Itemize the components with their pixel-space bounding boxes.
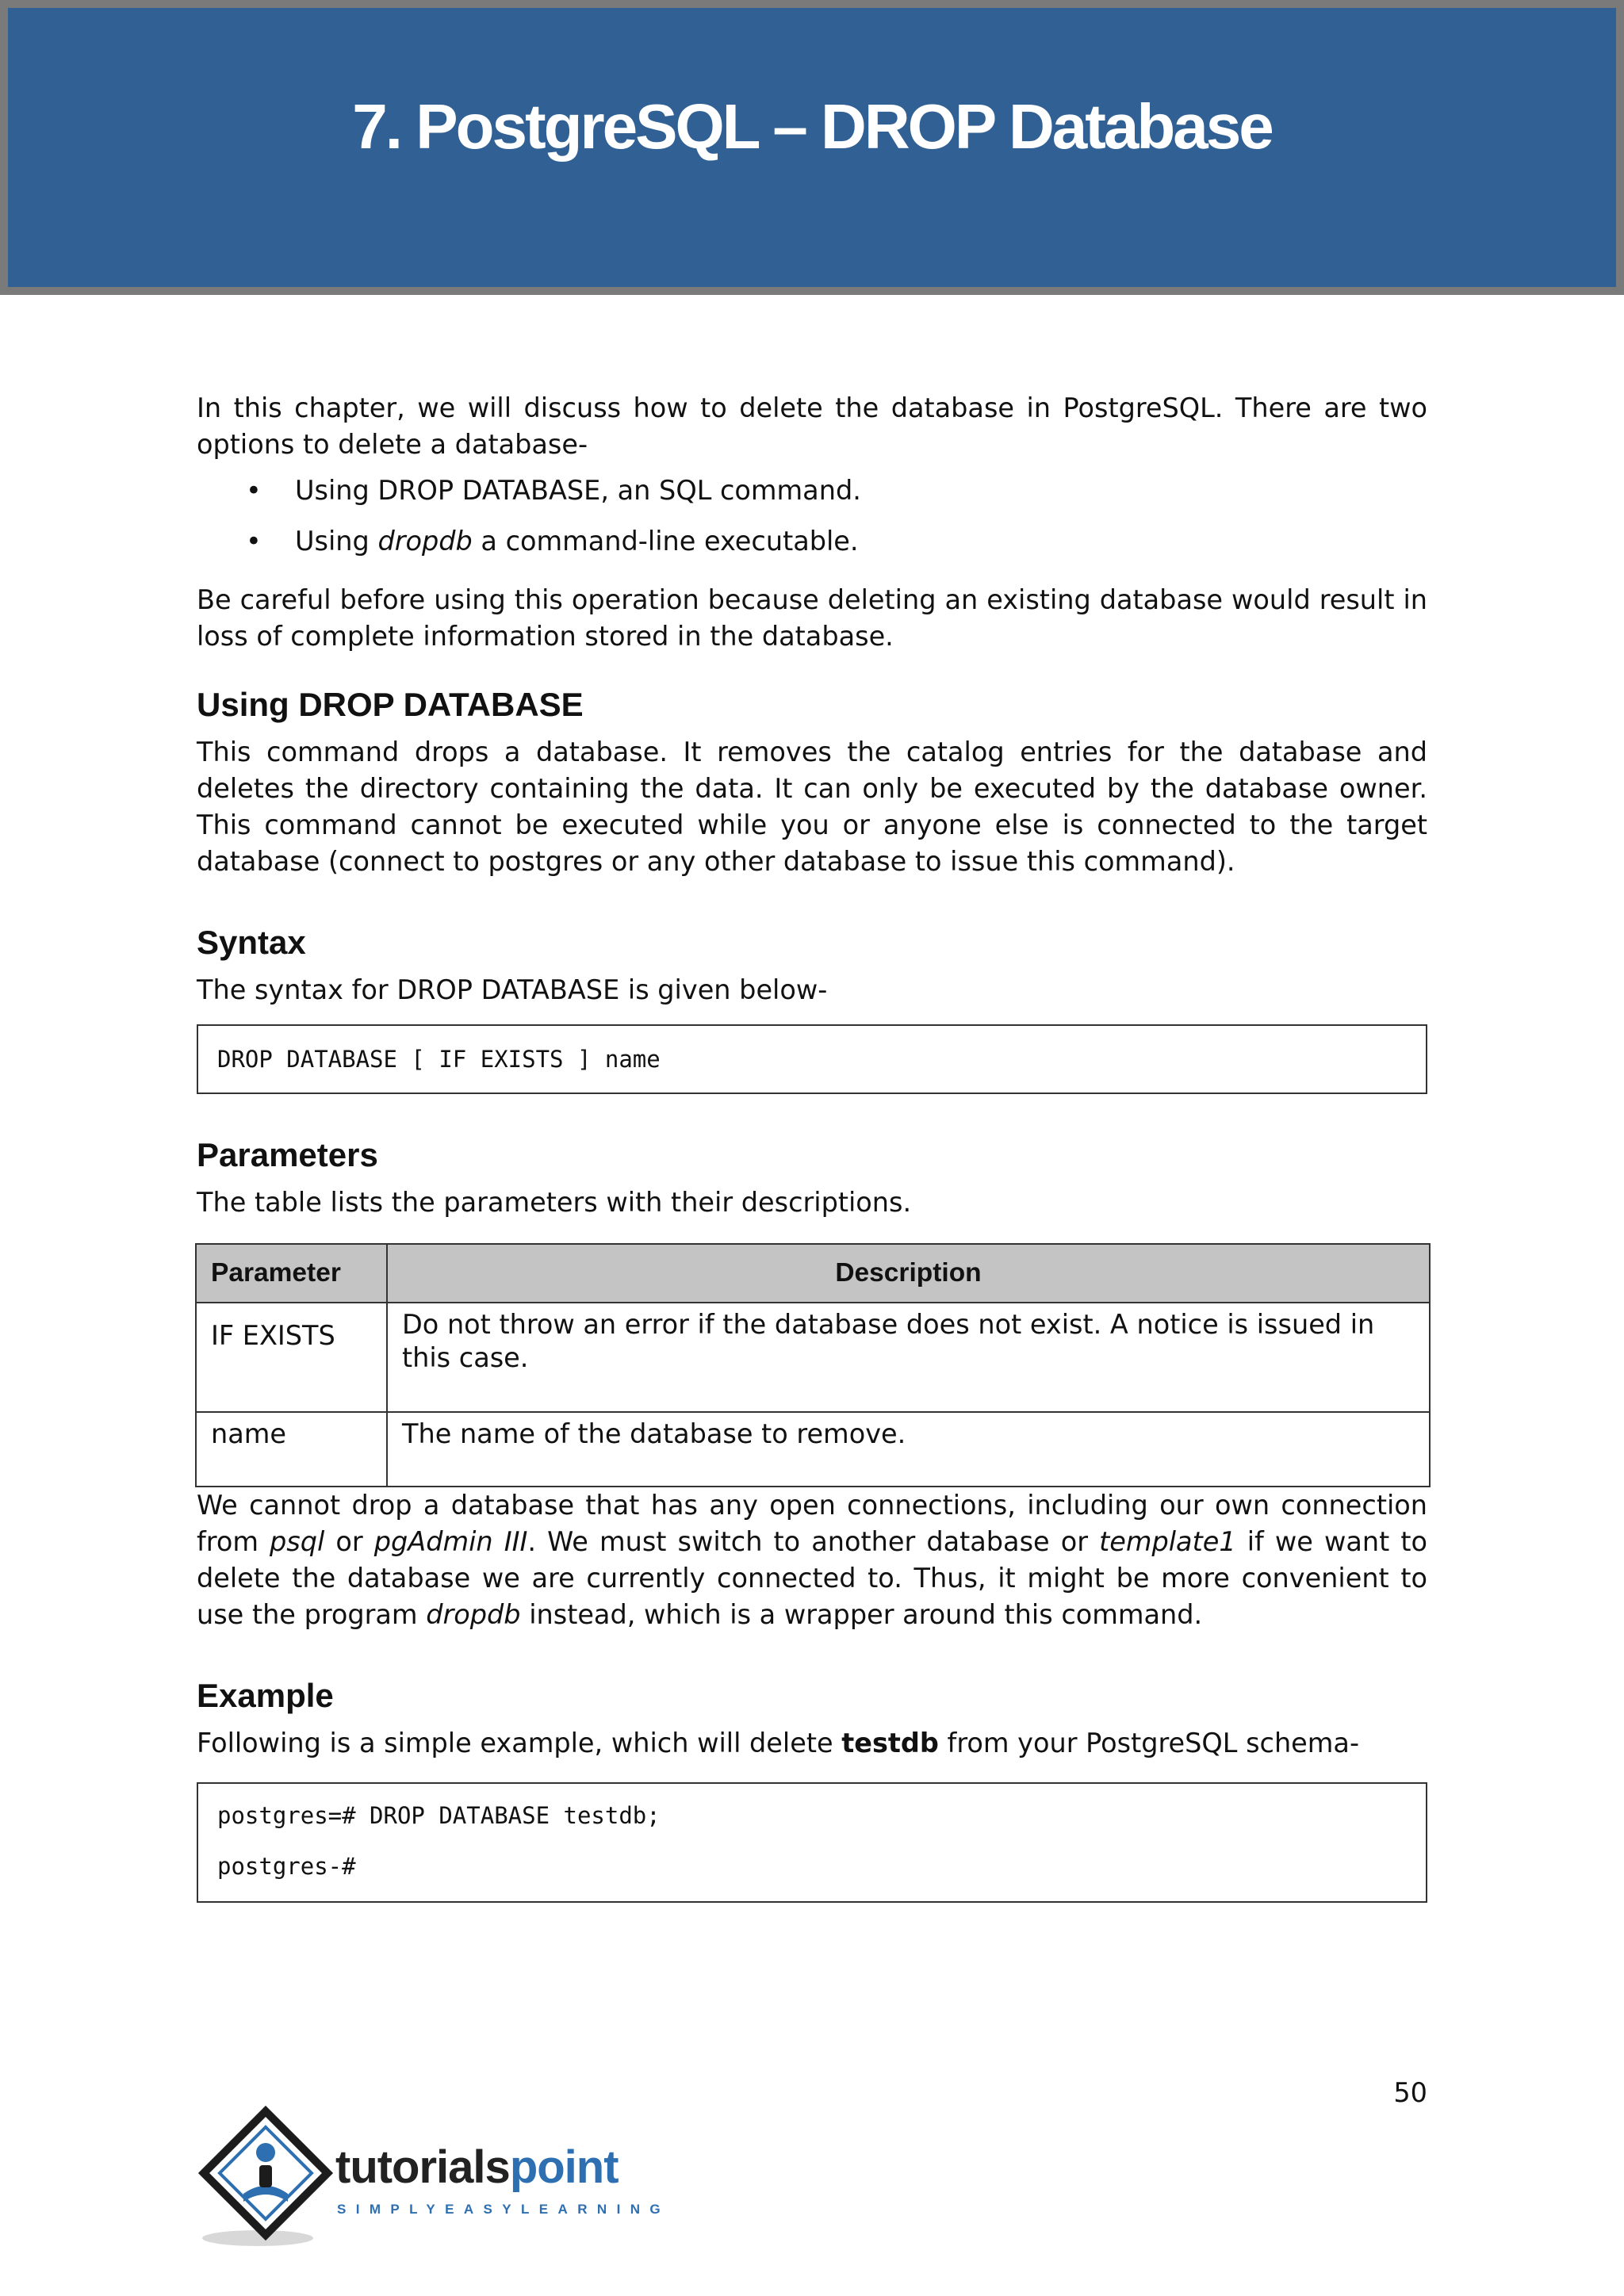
- bullet-icon: •: [246, 526, 262, 557]
- note-emphasis: psql: [270, 1526, 325, 1557]
- note-emphasis: dropdb: [426, 1599, 521, 1630]
- note-text: instead, which is a wrapper around this command.: [520, 1599, 1203, 1630]
- note-text: or: [324, 1526, 374, 1557]
- drop-database-paragraph: This command drops a database. It removes the catalog entries for the database and deletes the directory containing the data. It can only be executed by the database owner. This command cannot be executed while you or anyone else is connected to the target database (connect to postgres or any other database to issue this command).: [197, 737, 1427, 877]
- code-line: postgres-#: [217, 1853, 356, 1880]
- note-emphasis: template1: [1099, 1526, 1236, 1557]
- tutorialspoint-logo: [194, 2105, 670, 2248]
- logo-word: point: [509, 2141, 619, 2193]
- note-text: if we want to delete the database we are currently connected to. Thus, it might be more convenient to use the program: [197, 1526, 1428, 1630]
- logo-word: tutorials: [335, 2141, 510, 2193]
- chapter-banner: [0, 0, 1624, 295]
- example-text: Following is a simple example, which will delete: [197, 1728, 842, 1758]
- option-text: Using: [295, 526, 378, 557]
- intro-paragraph: In this chapter, we will discuss how to delete the database in PostgreSQL. There are two options to delete a database-: [197, 392, 1427, 460]
- option-text: Using DROP DATABASE, an SQL command.: [295, 475, 861, 506]
- code-line: postgres=# DROP DATABASE testdb;: [217, 1802, 661, 1829]
- table-header-row: [196, 1244, 1430, 1303]
- table-cell: The name of the database to remove.: [387, 1412, 1430, 1487]
- table-cell: IF EXISTS: [196, 1303, 387, 1412]
- parameters-paragraph: The table lists the parameters with their descriptions.: [197, 1187, 912, 1218]
- options-list: [197, 473, 1427, 560]
- syntax-code-block: [197, 1024, 1427, 1094]
- column-header: Parameter: [196, 1244, 387, 1303]
- parameters-table: [195, 1243, 1431, 1487]
- note-emphasis: pgAdmin III: [373, 1526, 528, 1557]
- option-text: a command-line executable.: [472, 526, 859, 557]
- chapter-title: 7. PostgreSQL – DROP Database: [352, 91, 1272, 162]
- note-text: . We must switch to another database or: [527, 1526, 1100, 1557]
- table-cell: Do not throw an error if the database does not exist. A notice is issued in this case.: [387, 1303, 1430, 1412]
- list-item: [197, 523, 1427, 560]
- column-header: Description: [387, 1244, 1430, 1303]
- connections-note-paragraph: [197, 1487, 1427, 1633]
- page-number: 50: [1393, 2077, 1427, 2108]
- logo-tagline: SIMPLYEASYLEARNING: [337, 2202, 670, 2217]
- table-cell: name: [196, 1412, 387, 1487]
- table-row: [196, 1303, 1430, 1412]
- section-heading-drop-database: Using DROP DATABASE: [197, 686, 584, 723]
- code-line: DROP DATABASE [ IF EXISTS ] name: [217, 1046, 661, 1073]
- note-text: We cannot drop a database that has any open connections, including our own connection from: [197, 1490, 1427, 1557]
- bullet-icon: •: [246, 475, 262, 506]
- table-row: [196, 1412, 1430, 1487]
- logo-diamond-icon: [194, 2105, 337, 2248]
- page-content: [197, 390, 1427, 1903]
- warning-paragraph: Be careful before using this operation because deleting an existing database would result in loss of complete information stored in the database.: [197, 584, 1427, 652]
- section-heading-example: Example: [197, 1677, 334, 1714]
- example-code-block: [197, 1782, 1427, 1903]
- section-heading-syntax: Syntax: [197, 924, 306, 961]
- example-text: from your PostgreSQL schema-: [938, 1728, 1360, 1758]
- example-paragraph: [197, 1725, 1427, 1762]
- logo-wordmark: [335, 2141, 619, 2193]
- section-heading-parameters: Parameters: [197, 1136, 378, 1173]
- option-emphasis: dropdb: [377, 526, 473, 557]
- syntax-paragraph: The syntax for DROP DATABASE is given below-: [197, 974, 828, 1005]
- example-bold: testdb: [841, 1728, 939, 1758]
- list-item: [197, 473, 1427, 509]
